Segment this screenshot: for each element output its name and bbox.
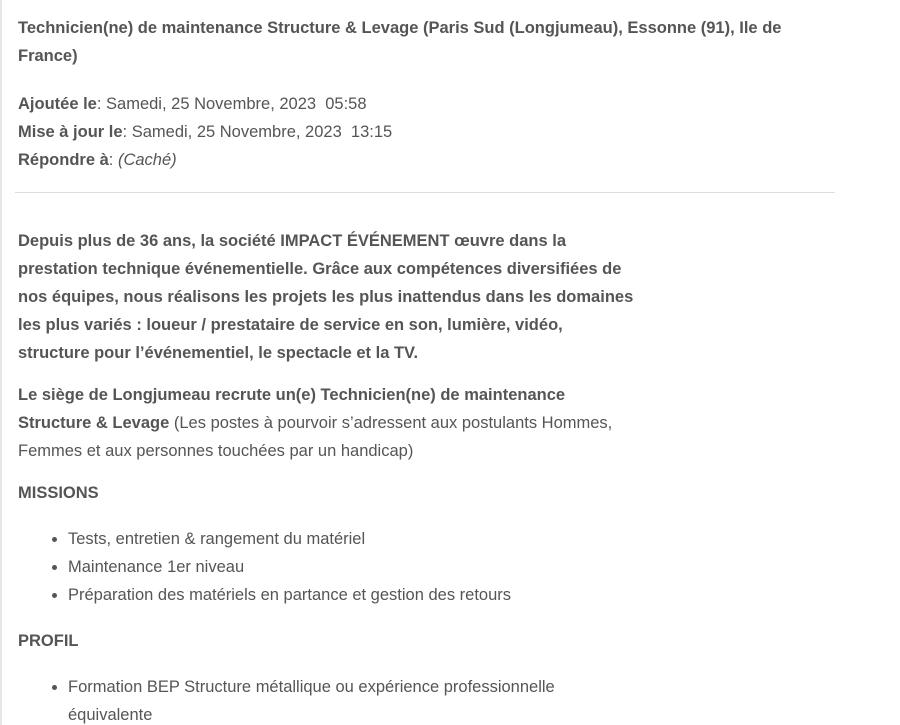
meta-updated-label: Mise à jour le [18,123,123,141]
meta-added-value: Samedi, 25 Novembre, 2023 05:58 [106,95,367,113]
meta-reply-label: Répondre à [18,151,109,169]
list-item: • Tests, entretien & rangement du matériel [68,525,638,553]
job-description [18,227,638,725]
job-header [18,14,838,174]
intro-paragraph: Depuis plus de 36 ans, la société IMPACT ÉVÉNEMENT œuvre dans la prestation technique événementielle. Grâce aux compétences diversifiées de nos équipes, nous réalisons les projets les plus inattendus dans les domaines les plus variés : loueur / prestataire de service en son, lumière, vidéo, structure pour l’événementiel, le spectacle et la TV. [18,232,634,362]
meta-added: Ajoutée le: Samedi, 25 Novembre, 2023 05:58 [18,95,367,113]
recruit-normal-text: (Les postes à pourvoir s’adressent aux postulants Hommes, Femmes et aux personnes touchées par un handicap) [18,414,613,460]
left-border [0,0,2,725]
meta-updated-value: Samedi, 25 Novembre, 2023 13:15 [131,123,393,141]
job-title: Technicien(ne) de maintenance Structure & Levage (Paris Sud (Longjumeau), Essonne (91), Ile de France) [18,19,782,65]
meta-added-label: Ajoutée le [18,95,97,113]
header-divider [15,192,835,193]
list-item: • Formation BEP Structure métallique ou expérience professionnelle équivalente [68,673,608,725]
meta-reply-value[interactable]: (Caché) [117,151,177,169]
missions-list [18,525,638,609]
profil-heading: PROFIL [18,632,79,650]
recruit-bold-text: Le siège de Longjumeau recrute un(e) Technicien(ne) de maintenance Structure & Levage [18,386,566,432]
list-item: • Préparation des matériels en partance et gestion des retours [68,581,638,609]
meta-reply: Répondre à: (Caché) [18,151,177,169]
meta-updated: Mise à jour le: Samedi, 25 Novembre, 2023 13:15 [18,123,393,141]
profil-list [18,673,608,725]
missions-heading: MISSIONS [18,484,99,502]
recruit-paragraph [18,381,638,465]
list-item: • Maintenance 1er niveau [68,553,638,581]
job-meta [18,90,838,174]
